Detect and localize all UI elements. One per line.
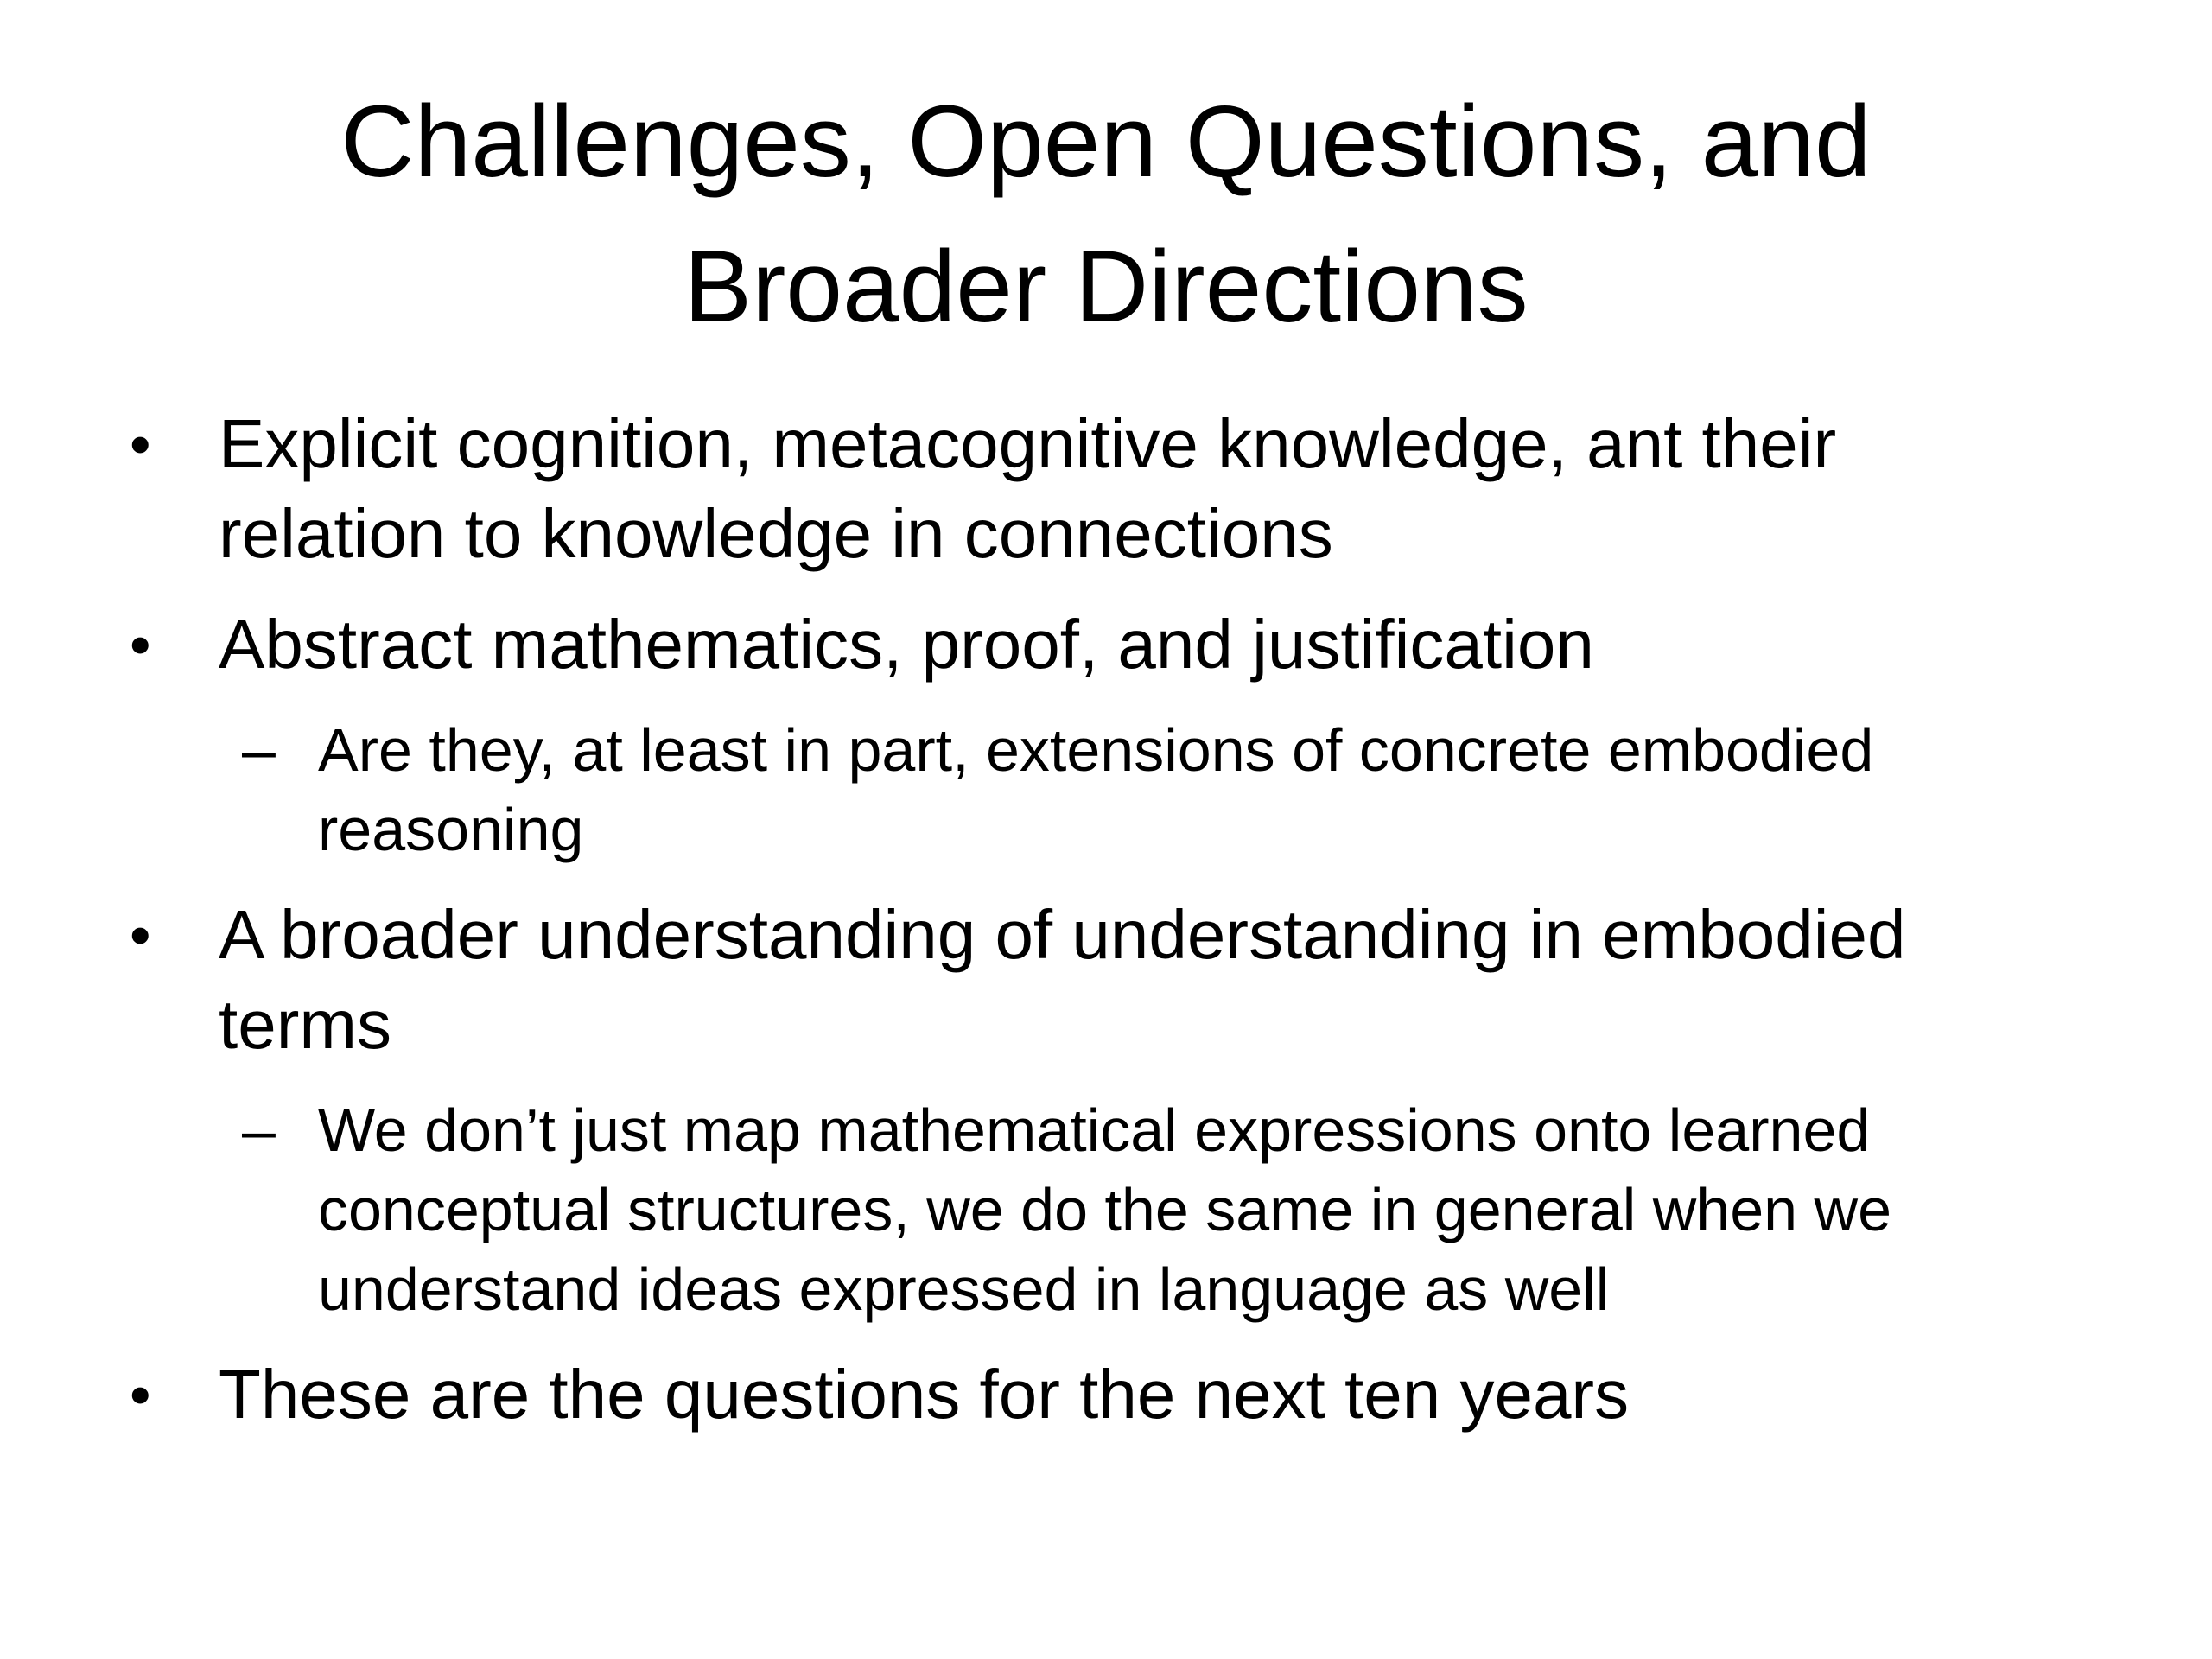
slide-title: Challenges, Open Questions, and Broader Directions	[340, 85, 1872, 344]
bullet-item	[130, 890, 2074, 1070]
bullet-icon: •	[130, 410, 151, 478]
sub-bullet-text: Are they, at least in part, extensions of concrete embodied reasoning	[318, 716, 1874, 863]
bullet-icon: •	[130, 901, 151, 969]
bullet-item	[130, 399, 2074, 579]
dash-icon: –	[242, 716, 276, 784]
bullet-text: Explicit cognition, metacognitive knowledge, ant their relation to knowledge in connections	[219, 405, 1837, 572]
sub-bullet-text: We don’t just map mathematical expressions onto learned conceptual structures, we do the same in general when we understand ideas expressed in language as well	[318, 1096, 1892, 1323]
bullet-item	[130, 600, 2074, 690]
bullet-icon: •	[130, 1361, 151, 1428]
bullet-text: A broader understanding of understanding in embodied terms	[219, 896, 1906, 1063]
sub-bullet-item	[242, 710, 2126, 869]
bullet-text: These are the questions for the next ten years	[219, 1356, 1630, 1433]
bullet-icon: •	[130, 611, 151, 678]
dash-icon: –	[242, 1096, 276, 1164]
sub-bullet-item	[242, 1090, 2126, 1329]
bullet-item	[130, 1350, 2074, 1440]
bullet-text: Abstract mathematics, proof, and justification	[219, 606, 1594, 683]
